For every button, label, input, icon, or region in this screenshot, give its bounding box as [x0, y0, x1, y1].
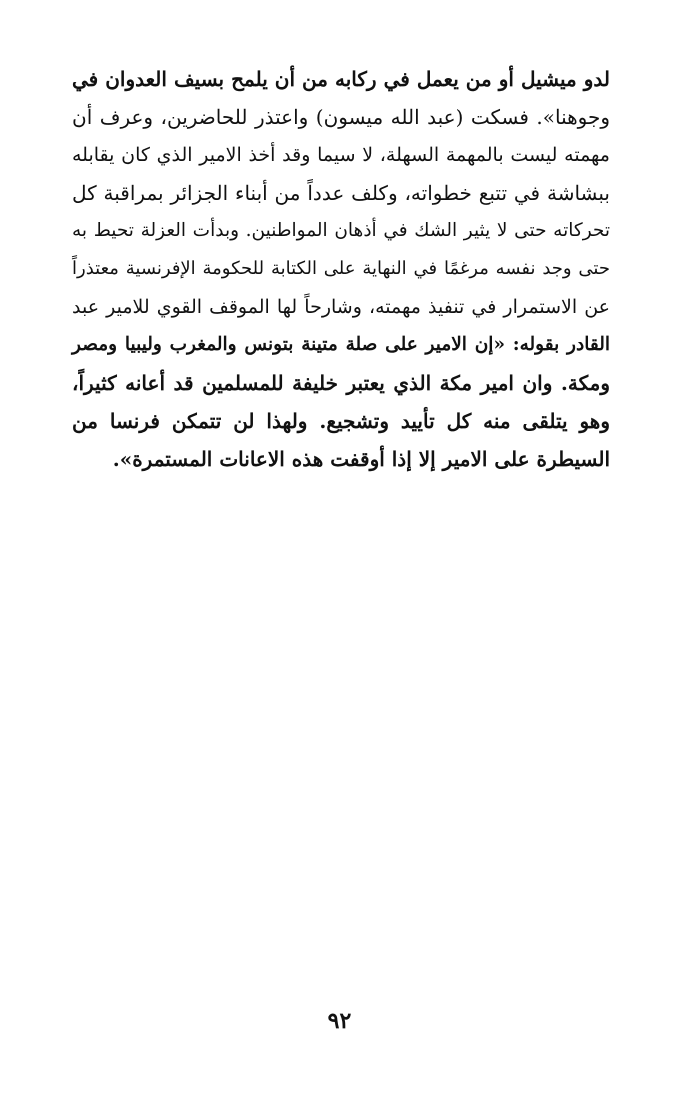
text-line: مهمته ليست بالمهمة السهلة، لا سيما وقد أخذ الامير الذي كان يقابله	[72, 144, 610, 166]
text-line: السيطرة على الامير إلا إذا أوقفت هذه الاعانات المستمرة».	[112, 447, 610, 471]
body-text	[72, 60, 610, 478]
text-line: ببشاشة في تتبع خطواته، وكلف عدداً من أبناء الجزائر بمراقبة كل	[72, 181, 610, 205]
page-number: ٩٢	[327, 1008, 352, 1034]
text-line: وهو يتلقى منه كل تأييد وتشجيع. ولهذا لن تتمكن فرنسا من	[72, 409, 610, 433]
text-line: وجوهنا». فسكت (عبد الله ميسون) واعتذر للحاضرين، وعرف أن	[72, 105, 610, 129]
text-line: عن الاستمرار في تنفيذ مهمته، وشارحاً لها الموقف القوي للامير عبد	[72, 296, 610, 318]
text-line: القادر بقوله: «إن الامير على صلة متينة بتونس والمغرب وليبيا ومصر	[72, 334, 610, 355]
text-line: حتى وجد نفسه مرغمًا في النهاية على الكتابة للحكومة الإفرنسية معتذراً	[72, 258, 610, 279]
text-line: ومكة. وان امير مكة الذي يعتبر خليفة للمسلمين قد أعانه كثيراً،	[72, 371, 610, 395]
text-line: لدو ميشيل أو من يعمل في ركابه من أن يلمح بسيف العدوان في	[72, 67, 610, 91]
text-line: تحركاته حتى لا يثير الشك في أذهان المواطنين. وبدأت العزلة تحيط به	[72, 220, 610, 241]
